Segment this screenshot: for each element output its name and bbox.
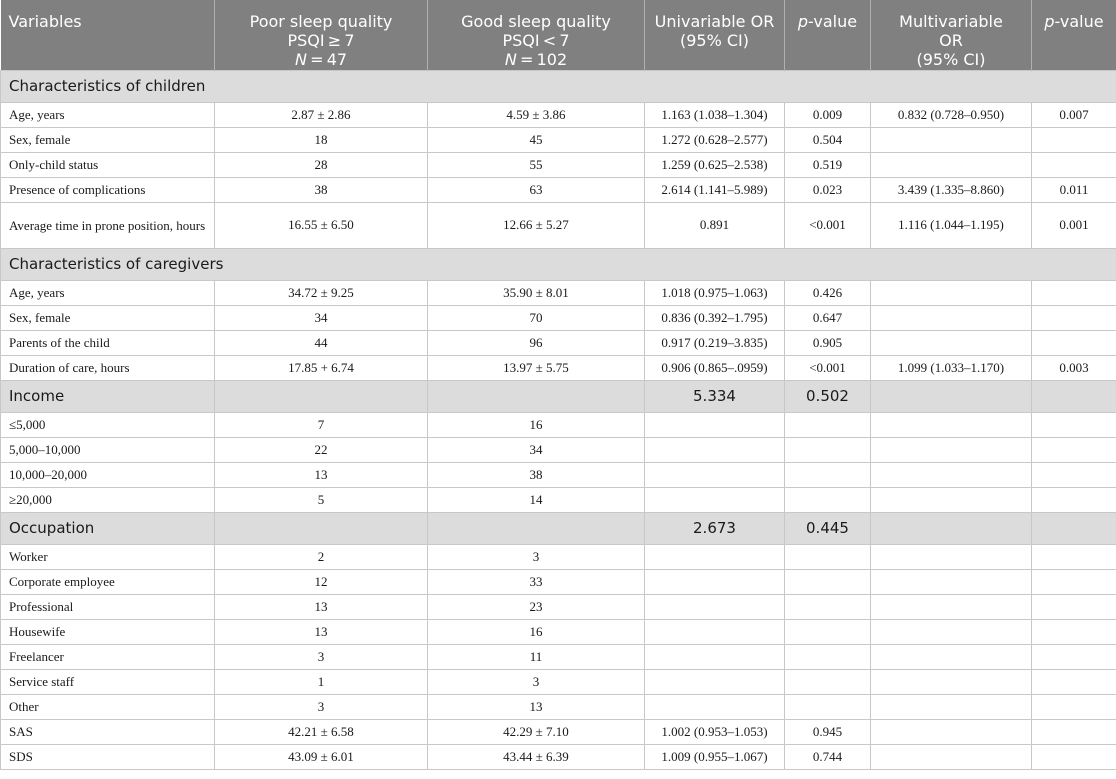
variable-cell: ≤5,000 xyxy=(1,412,215,437)
univariable-or-cell: 0.906 (0.865–.0959) xyxy=(645,355,785,380)
p-value-cell: 0.502 xyxy=(785,380,871,412)
good-sleep-cell: 13 xyxy=(428,694,645,719)
section-row-caregivers xyxy=(1,248,1116,280)
variable-cell: Sex, female xyxy=(1,127,215,152)
p-value-cell: 0.023 xyxy=(785,177,871,202)
variable-cell: Other xyxy=(1,694,215,719)
poor-sleep-cell: 44 xyxy=(215,330,428,355)
univariable-or-cell: 2.673 xyxy=(645,512,785,544)
multivariable-or-cell xyxy=(871,462,1032,487)
variable-cell: 5,000–10,000 xyxy=(1,437,215,462)
multivariable-or-cell xyxy=(871,127,1032,152)
table-row xyxy=(1,544,1116,569)
p-value-cell: 0.504 xyxy=(785,127,871,152)
variable-cell: Corporate employee xyxy=(1,569,215,594)
good-sleep-cell: 33 xyxy=(428,569,645,594)
table-row xyxy=(1,619,1116,644)
p-value-cell: <0.001 xyxy=(785,202,871,248)
table-row xyxy=(1,152,1116,177)
p-value-cell: 0.647 xyxy=(785,305,871,330)
good-sleep-cell: 3 xyxy=(428,669,645,694)
group-row-occupation xyxy=(1,512,1116,544)
multivariable-or-cell xyxy=(871,280,1032,305)
table-row xyxy=(1,719,1116,744)
good-sleep-cell: 38 xyxy=(428,462,645,487)
poor-sleep-cell: 28 xyxy=(215,152,428,177)
variable-cell: Duration of care, hours xyxy=(1,355,215,380)
section-row-children xyxy=(1,70,1116,102)
univariable-or-cell xyxy=(645,544,785,569)
p-value-cell: 0.945 xyxy=(785,719,871,744)
good-sleep-cell xyxy=(428,380,645,412)
univariable-or-cell xyxy=(645,594,785,619)
multivariable-p-value-cell xyxy=(1032,487,1116,512)
univariable-or-cell: 2.614 (1.141–5.989) xyxy=(645,177,785,202)
poor-sleep-cell: 34.72 ± 9.25 xyxy=(215,280,428,305)
multivariable-p-value-cell xyxy=(1032,644,1116,669)
p-value-cell xyxy=(785,594,871,619)
variable-cell: SAS xyxy=(1,719,215,744)
multivariable-p-value-cell xyxy=(1032,412,1116,437)
variable-cell: Average time in prone position, hours xyxy=(1,202,215,248)
good-sleep-cell: 11 xyxy=(428,644,645,669)
poor-sleep-cell: 34 xyxy=(215,305,428,330)
variable-cell: SDS xyxy=(1,744,215,769)
variable-cell: Occupation xyxy=(1,512,215,544)
univariable-or-cell: 5.334 xyxy=(645,380,785,412)
section-label: Characteristics of children xyxy=(1,70,1116,102)
variable-cell: Worker xyxy=(1,544,215,569)
multivariable-or-cell xyxy=(871,487,1032,512)
multivariable-p-value-cell xyxy=(1032,619,1116,644)
variable-cell: 10,000–20,000 xyxy=(1,462,215,487)
col-header-p-value: p-value xyxy=(785,0,871,70)
poor-sleep-cell: 43.09 ± 6.01 xyxy=(215,744,428,769)
poor-sleep-cell: 3 xyxy=(215,694,428,719)
table-row xyxy=(1,644,1116,669)
variable-cell: Age, years xyxy=(1,280,215,305)
poor-sleep-cell xyxy=(215,380,428,412)
multivariable-or-cell xyxy=(871,644,1032,669)
poor-sleep-cell: 38 xyxy=(215,177,428,202)
poor-sleep-cell: 18 xyxy=(215,127,428,152)
table-row xyxy=(1,487,1116,512)
p-value-cell xyxy=(785,569,871,594)
univariable-or-cell xyxy=(645,669,785,694)
good-sleep-cell: 12.66 ± 5.27 xyxy=(428,202,645,248)
multivariable-p-value-cell: 0.011 xyxy=(1032,177,1116,202)
col-header-poor-sleep: Poor sleep quality PSQI ≥ 7 N = 47 xyxy=(215,0,428,70)
variable-cell: Professional xyxy=(1,594,215,619)
multivariable-or-cell: 1.116 (1.044–1.195) xyxy=(871,202,1032,248)
poor-sleep-cell: 12 xyxy=(215,569,428,594)
multivariable-p-value-cell xyxy=(1032,280,1116,305)
good-sleep-cell: 13.97 ± 5.75 xyxy=(428,355,645,380)
header-row xyxy=(1,0,1116,70)
multivariable-or-cell xyxy=(871,330,1032,355)
multivariable-or-cell: 3.439 (1.335–8.860) xyxy=(871,177,1032,202)
good-sleep-cell: 42.29 ± 7.10 xyxy=(428,719,645,744)
p-value-cell xyxy=(785,412,871,437)
multivariable-p-value-cell xyxy=(1032,330,1116,355)
good-sleep-cell: 4.59 ± 3.86 xyxy=(428,102,645,127)
variable-cell: ≥20,000 xyxy=(1,487,215,512)
table-row xyxy=(1,355,1116,380)
poor-sleep-cell: 5 xyxy=(215,487,428,512)
table-row xyxy=(1,280,1116,305)
p-value-cell xyxy=(785,669,871,694)
p-value-cell: 0.426 xyxy=(785,280,871,305)
variable-cell: Presence of complications xyxy=(1,177,215,202)
multivariable-p-value-cell xyxy=(1032,719,1116,744)
poor-sleep-cell: 3 xyxy=(215,644,428,669)
col-header-variables: Variables xyxy=(1,0,215,70)
good-sleep-cell: 16 xyxy=(428,412,645,437)
poor-sleep-cell: 16.55 ± 6.50 xyxy=(215,202,428,248)
good-sleep-cell: 3 xyxy=(428,544,645,569)
univariable-or-cell: 0.891 xyxy=(645,202,785,248)
p-value-cell: 0.519 xyxy=(785,152,871,177)
multivariable-p-value-cell xyxy=(1032,744,1116,769)
univariable-or-cell xyxy=(645,569,785,594)
table-row xyxy=(1,202,1116,248)
poor-sleep-cell: 2.87 ± 2.86 xyxy=(215,102,428,127)
col-header-multivariable-or: Multivariable OR (95% CI) xyxy=(871,0,1032,70)
col-header-univariable-or: Univariable OR (95% CI) xyxy=(645,0,785,70)
section-label: Characteristics of caregivers xyxy=(1,248,1116,280)
multivariable-p-value-cell xyxy=(1032,669,1116,694)
table-row xyxy=(1,669,1116,694)
poor-sleep-cell: 2 xyxy=(215,544,428,569)
multivariable-p-value-cell xyxy=(1032,127,1116,152)
good-sleep-cell: 70 xyxy=(428,305,645,330)
multivariable-or-cell xyxy=(871,594,1032,619)
multivariable-p-value-cell xyxy=(1032,569,1116,594)
multivariable-p-value-cell xyxy=(1032,594,1116,619)
variable-cell: Only-child status xyxy=(1,152,215,177)
univariable-or-cell xyxy=(645,437,785,462)
p-value-cell xyxy=(785,694,871,719)
variable-cell: Income xyxy=(1,380,215,412)
multivariable-or-cell xyxy=(871,380,1032,412)
good-sleep-cell xyxy=(428,512,645,544)
multivariable-p-value-cell xyxy=(1032,544,1116,569)
table-row xyxy=(1,127,1116,152)
multivariable-p-value-cell: 0.007 xyxy=(1032,102,1116,127)
univariable-or-cell: 0.836 (0.392–1.795) xyxy=(645,305,785,330)
multivariable-or-cell xyxy=(871,669,1032,694)
poor-sleep-cell: 13 xyxy=(215,619,428,644)
table-row xyxy=(1,694,1116,719)
univariable-or-cell: 1.009 (0.955–1.067) xyxy=(645,744,785,769)
good-sleep-cell: 16 xyxy=(428,619,645,644)
univariable-or-cell: 1.272 (0.628–2.577) xyxy=(645,127,785,152)
univariable-or-cell: 0.917 (0.219–3.835) xyxy=(645,330,785,355)
good-sleep-cell: 23 xyxy=(428,594,645,619)
univariable-or-cell xyxy=(645,412,785,437)
table-row xyxy=(1,744,1116,769)
univariable-or-cell xyxy=(645,487,785,512)
good-sleep-cell: 14 xyxy=(428,487,645,512)
multivariable-or-cell xyxy=(871,512,1032,544)
multivariable-or-cell: 1.099 (1.033–1.170) xyxy=(871,355,1032,380)
multivariable-p-value-cell xyxy=(1032,305,1116,330)
multivariable-or-cell xyxy=(871,744,1032,769)
poor-sleep-cell: 13 xyxy=(215,462,428,487)
table-row xyxy=(1,102,1116,127)
variable-cell: Housewife xyxy=(1,619,215,644)
variable-cell: Freelancer xyxy=(1,644,215,669)
univariable-or-cell xyxy=(645,619,785,644)
table-row xyxy=(1,594,1116,619)
good-sleep-cell: 63 xyxy=(428,177,645,202)
multivariable-or-cell xyxy=(871,694,1032,719)
good-sleep-cell: 96 xyxy=(428,330,645,355)
good-sleep-cell: 45 xyxy=(428,127,645,152)
good-sleep-cell: 55 xyxy=(428,152,645,177)
variable-cell: Service staff xyxy=(1,669,215,694)
variable-cell: Age, years xyxy=(1,102,215,127)
table-row xyxy=(1,177,1116,202)
univariable-or-cell: 1.002 (0.953–1.053) xyxy=(645,719,785,744)
p-value-cell: 0.905 xyxy=(785,330,871,355)
multivariable-or-cell xyxy=(871,619,1032,644)
multivariable-or-cell xyxy=(871,437,1032,462)
multivariable-p-value-cell xyxy=(1032,380,1116,412)
multivariable-p-value-cell xyxy=(1032,694,1116,719)
multivariable-or-cell xyxy=(871,152,1032,177)
multivariable-or-cell xyxy=(871,412,1032,437)
p-value-cell: 0.744 xyxy=(785,744,871,769)
p-value-cell xyxy=(785,462,871,487)
table-row xyxy=(1,437,1116,462)
good-sleep-cell: 34 xyxy=(428,437,645,462)
p-value-cell xyxy=(785,487,871,512)
multivariable-p-value-cell xyxy=(1032,462,1116,487)
univariable-or-cell: 1.018 (0.975–1.063) xyxy=(645,280,785,305)
univariable-or-cell: 1.163 (1.038–1.304) xyxy=(645,102,785,127)
poor-sleep-cell: 7 xyxy=(215,412,428,437)
multivariable-p-value-cell: 0.001 xyxy=(1032,202,1116,248)
col-header-p-value-multi: p-value xyxy=(1032,0,1116,70)
table-row xyxy=(1,330,1116,355)
multivariable-p-value-cell: 0.003 xyxy=(1032,355,1116,380)
multivariable-or-cell xyxy=(871,305,1032,330)
poor-sleep-cell: 1 xyxy=(215,669,428,694)
table-row xyxy=(1,305,1116,330)
p-value-cell: <0.001 xyxy=(785,355,871,380)
multivariable-or-cell xyxy=(871,569,1032,594)
group-row-income xyxy=(1,380,1116,412)
multivariable-or-cell: 0.832 (0.728–0.950) xyxy=(871,102,1032,127)
col-header-good-sleep: Good sleep quality PSQI < 7 N = 102 xyxy=(428,0,645,70)
poor-sleep-cell: 42.21 ± 6.58 xyxy=(215,719,428,744)
good-sleep-cell: 43.44 ± 6.39 xyxy=(428,744,645,769)
univariable-or-cell xyxy=(645,694,785,719)
variable-cell: Parents of the child xyxy=(1,330,215,355)
univariable-or-cell xyxy=(645,462,785,487)
poor-sleep-cell: 17.85 + 6.74 xyxy=(215,355,428,380)
univariable-or-cell xyxy=(645,644,785,669)
p-value-cell: 0.009 xyxy=(785,102,871,127)
multivariable-p-value-cell xyxy=(1032,512,1116,544)
poor-sleep-cell: 22 xyxy=(215,437,428,462)
table-row xyxy=(1,412,1116,437)
p-value-cell xyxy=(785,544,871,569)
variable-cell: Sex, female xyxy=(1,305,215,330)
table-row xyxy=(1,462,1116,487)
good-sleep-cell: 35.90 ± 8.01 xyxy=(428,280,645,305)
poor-sleep-cell xyxy=(215,512,428,544)
p-value-cell xyxy=(785,619,871,644)
multivariable-p-value-cell xyxy=(1032,437,1116,462)
table-row xyxy=(1,569,1116,594)
multivariable-or-cell xyxy=(871,719,1032,744)
p-value-cell: 0.445 xyxy=(785,512,871,544)
p-value-cell xyxy=(785,644,871,669)
univariable-or-cell: 1.259 (0.625–2.538) xyxy=(645,152,785,177)
multivariable-p-value-cell xyxy=(1032,152,1116,177)
poor-sleep-cell: 13 xyxy=(215,594,428,619)
multivariable-or-cell xyxy=(871,544,1032,569)
p-value-cell xyxy=(785,437,871,462)
